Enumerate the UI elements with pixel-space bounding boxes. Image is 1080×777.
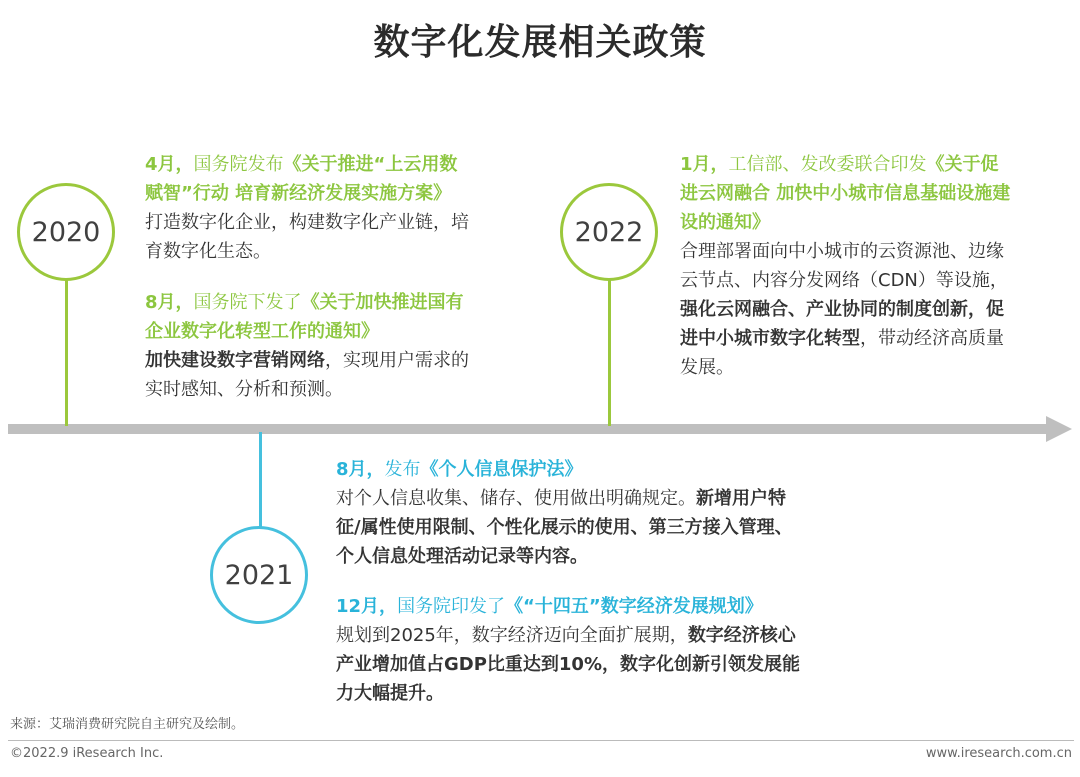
- desc-text: 规划到2025年，数字经济迈向全面扩展期，: [336, 625, 688, 646]
- event-2020-april: [145, 150, 525, 266]
- event-desc: [336, 621, 876, 650]
- event-desc: [145, 346, 525, 375]
- event-issuer: 国务院发布: [193, 154, 284, 175]
- event-desc: [680, 324, 1065, 353]
- connector-2020: [65, 280, 68, 426]
- event-desc: [336, 542, 876, 571]
- desc-highlight: 力大幅提升。: [336, 683, 444, 704]
- desc-highlight: 征/属性使用限制、个性化展示的使用、第三方接入管理、: [336, 517, 793, 538]
- year-circle-2022: [560, 183, 658, 281]
- event-2020-august: [145, 288, 525, 404]
- website-text: www.iresearch.com.cn: [925, 746, 1072, 761]
- event-issuer: 国务院下发了: [193, 292, 302, 313]
- policy-title: 企业数字化转型工作的通知》: [145, 321, 379, 342]
- desc-highlight: 新增用户特: [696, 488, 786, 509]
- year-circle-2020: [17, 183, 115, 281]
- event-heading: [336, 592, 876, 621]
- desc-highlight: 加快建设数字营销网络: [145, 350, 325, 371]
- event-desc: [336, 679, 876, 708]
- year-label: 2022: [574, 216, 644, 248]
- event-issuer: 工信部、发改委联合印发: [728, 154, 927, 175]
- event-heading-cont: [680, 208, 1065, 237]
- desc-highlight: 产业增加值占GDP比重达到10%，数字化创新引领发展能: [336, 654, 800, 675]
- event-2022-january: [680, 150, 1065, 382]
- policy-title: 《关于推进“上云用数: [283, 154, 458, 175]
- desc-text: ，实现用户需求的: [325, 350, 469, 371]
- desc-highlight: 个人信息处理活动记录等内容。: [336, 546, 588, 567]
- event-heading: [145, 150, 525, 179]
- event-heading-cont: [145, 179, 525, 208]
- event-desc: 云节点、内容分发网络（CDN）等设施，: [680, 270, 1008, 291]
- desc-text: ，带动经济高质量: [860, 328, 1004, 349]
- event-desc: 合理部署面向中小城市的云资源池、边缘: [680, 241, 1004, 262]
- event-heading: [680, 150, 1065, 179]
- event-month: 8月，: [145, 292, 194, 313]
- copyright-text: ©2022.9 iResearch Inc.: [10, 746, 164, 761]
- policy-title: 《个人信息保护法》: [420, 459, 583, 480]
- source-note: 来源：艾瑞消费研究院自主研究及绘制。: [10, 717, 245, 732]
- event-month: 12月，: [336, 596, 398, 617]
- desc-text: 对个人信息收集、储存、使用做出明确规定。: [336, 488, 696, 509]
- event-heading: [145, 288, 525, 317]
- connector-2021: [259, 432, 262, 528]
- event-heading-cont: [680, 179, 1065, 208]
- policy-title: 设的通知》: [680, 212, 770, 233]
- page-title: 数字化发展相关政策: [373, 22, 707, 63]
- event-desc: [680, 295, 1065, 324]
- event-month: 8月，: [336, 459, 385, 480]
- event-desc: 发展。: [680, 357, 734, 378]
- desc-highlight: 数字经济核心: [687, 625, 796, 646]
- event-desc: 育数字化生态。: [145, 241, 271, 262]
- event-desc: [336, 513, 876, 542]
- event-desc: [336, 484, 876, 513]
- connector-2022: [608, 280, 611, 426]
- timeline-axis: [8, 424, 1048, 434]
- policy-title: 《关于促: [926, 154, 999, 175]
- year-label: 2020: [31, 216, 101, 248]
- policy-title: 进云网融合 加快中小城市信息基础设施建: [680, 183, 1011, 204]
- year-label: 2021: [224, 559, 294, 591]
- desc-highlight: 强化云网融合、产业协同的制度创新，促: [680, 299, 1004, 320]
- event-2021-december: [336, 592, 876, 708]
- event-desc: 实时感知、分析和预测。: [145, 379, 343, 400]
- event-issuer: 发布: [384, 459, 421, 480]
- event-month: 1月，: [680, 154, 729, 175]
- policy-title: 赋智”行动 培育新经济发展实施方案》: [145, 183, 452, 204]
- event-month: 4月，: [145, 154, 194, 175]
- year-circle-2021: [210, 526, 308, 624]
- event-desc: 打造数字化企业，构建数字化产业链，培: [145, 212, 469, 233]
- policy-title: 《关于加快推进国有: [301, 292, 464, 313]
- footer-divider: [8, 740, 1074, 741]
- event-2021-august: [336, 455, 876, 571]
- event-heading: [336, 455, 876, 484]
- event-desc: [336, 650, 876, 679]
- policy-title: 《“十四五”数字经济发展规划》: [505, 596, 763, 617]
- timeline-arrowhead: [1046, 416, 1072, 442]
- desc-highlight: 进中小城市数字化转型: [680, 328, 860, 349]
- event-heading-cont: [145, 317, 525, 346]
- event-issuer: 国务院印发了: [397, 596, 506, 617]
